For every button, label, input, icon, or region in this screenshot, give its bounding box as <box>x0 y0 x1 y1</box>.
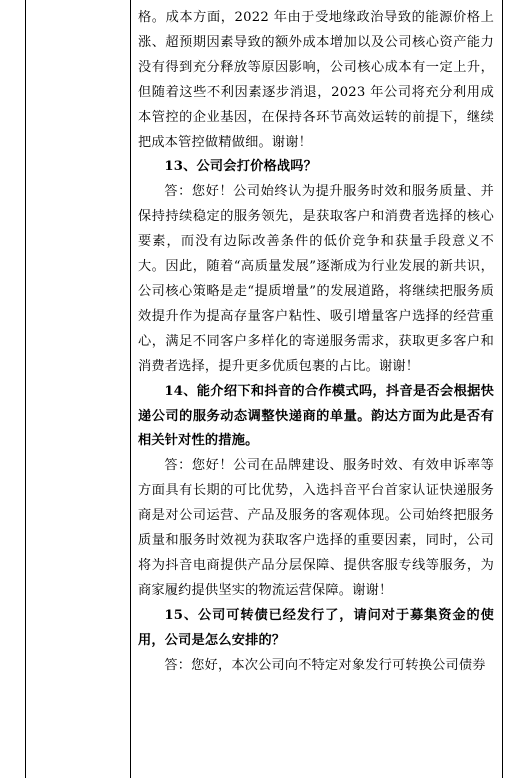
answer-14: 答：您好！公司在品牌建设、服务时效、有效申诉率等方面具有长期的可比优势，入选抖音平台首家认证快递服务商是对公司运营、产品及服务的客观体现。公司始终把服务质量和服务时效视为获取客户选择的重要因素，同时，公司将为抖音电商提供产品分层保障、提供客服专线等服务，为商家履约提供坚实的物流运营保障。谢谢！ <box>138 458 494 598</box>
table-left-column <box>26 0 131 778</box>
question-15: 15、公司可转债已经发行了，请问对于募集资金的使用，公司是怎么安排的？ <box>138 607 494 648</box>
qa-table <box>25 0 503 778</box>
answer-15: 答：您好，本次公司向不特定对象发行可转换公司债券 <box>164 657 486 673</box>
answer-paragraph: 格。成本方面，2022 年由于受地缘政治导致的能源价格上涨、超预期因素导致的额外成本增加以及公司核心资产能力没有得到充分释放等原因影响，公司核心成本有一定上升，但随着这些不利因素逐步消退，2023 年公司将充分利用成本管控的企业基因，在保持各环节高效运转的前提下，继续把成本管控做精做细。谢谢！ <box>138 10 494 150</box>
question-13: 13、公司会打价格战吗？ <box>164 159 318 175</box>
answer-13: 答：您好！公司始终认为提升服务时效和服务质量、并保持持续稳定的服务领先，是获取客户和消费者选择的核心要素，而没有边际改善条件的低价竞争和获量手段意义不大。因此，随着“高质量发展”逐渐成为行业发展的新共识，公司核心策略是走“提质增量”的发展道路，将继续把服务质效提升作为提高存量客户粘性、吸引增量客户选择的经营重心，满足不同客户多样化的寄递服务需求，获取更多客户和消费者选择，提升更多优质包裹的占比。谢谢！ <box>138 184 494 374</box>
question-14: 14、能介绍下和抖音的合作模式吗，抖音是否会根据快递公司的服务动态调整快递商的单量。韵达方面为此是否有相关针对性的措施。 <box>138 383 494 449</box>
table-content-cell <box>138 6 494 678</box>
